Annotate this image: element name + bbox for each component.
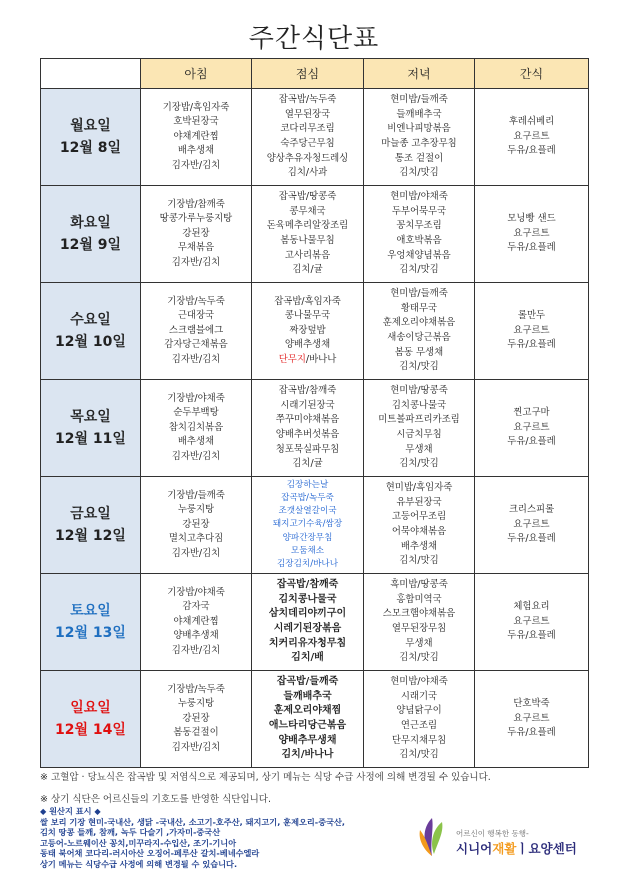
logo-slogan: 어르신이 행복한 동행- (456, 829, 529, 838)
weekday: 금요일 (70, 506, 111, 522)
menu-item: 김자반/김치 (171, 741, 221, 753)
menu-item: 후레쉬베리 (508, 116, 555, 128)
menu-item: 두유/요플레 (507, 533, 556, 545)
day-label (41, 89, 141, 186)
menu-item: 롤만두 (517, 310, 546, 322)
header-breakfast: 아침 (141, 59, 252, 89)
dinner-cell (364, 671, 475, 768)
menu-item: 황태무국 (400, 302, 438, 314)
origin-line: 고등어-노르웨이산 꽁치,미꾸라지-수입산, 조기-기니아 (40, 837, 237, 848)
menu-item: 스모크햄야채볶음 (382, 608, 456, 620)
origin-line: 상기 메뉴는 식당수급 사정에 의해 변경될 수 있습니다. (40, 858, 238, 869)
origin-heading: ◆ 원산지 표시 ◆ (40, 806, 101, 816)
snack-cell (475, 477, 589, 574)
menu-item: 요구르트 (513, 421, 550, 433)
menu-item: 돼지고기수육/쌈장 (272, 519, 343, 530)
day-label (41, 671, 141, 768)
menu-item: 배추생채 (400, 540, 438, 552)
menu-item: 마늘종 고추장무침 (381, 138, 457, 149)
menu-item: 조갯살열갈이국 (278, 506, 337, 517)
menu-item: 양상추유자청드레싱 (266, 152, 349, 164)
menu-item: 비엔나피망볶음 (387, 123, 451, 135)
menu-item: 두유/요플레 (507, 727, 556, 739)
menu-item: 짜장덮밥 (289, 324, 326, 336)
menu-item: 김자반/김치 (171, 353, 221, 365)
menu-item: 김치/귤 (292, 458, 323, 470)
menu-item: 봄동겉절이 (173, 727, 219, 739)
day-row (41, 186, 589, 283)
menu-item: 코다리무조림 (280, 123, 335, 135)
menu-item: 시레기된장볶음 (273, 623, 342, 634)
origin-info (40, 806, 370, 870)
menu-item: 기장밥/야채죽 (167, 586, 225, 598)
day-row (41, 89, 589, 186)
menu-item: 유부된장국 (396, 496, 442, 508)
menu-item: 스크램블에그 (168, 324, 224, 336)
menu-item: 두유/요플레 (507, 436, 556, 448)
menu-item: 김자반/김치 (171, 159, 221, 171)
menu-item: 콩나물무국 (284, 310, 331, 322)
date: 12월 13일 (55, 625, 126, 641)
menu-item: 김자반/김치 (171, 450, 221, 462)
menu-item: 우엉채양념볶음 (387, 249, 451, 261)
day-label (41, 380, 141, 477)
day-row (41, 671, 589, 768)
menu-item: 두유/요플레 (507, 242, 556, 254)
menu-item: 쭈꾸미야채볶음 (275, 414, 340, 426)
header-snack: 간식 (475, 59, 589, 89)
breakfast-cell (141, 186, 252, 283)
menu-item: 애느타리당근볶음 (268, 720, 347, 731)
menu-item: 어묵야채볶음 (391, 526, 447, 537)
menu-item: 치커리유자청무침 (268, 637, 347, 649)
menu-item: 양배추무생채 (278, 734, 337, 746)
menu-item: 시금치무침 (396, 429, 442, 440)
menu-item: 기장밥/녹두죽 (167, 295, 225, 307)
menu-item: 김치/맛김 (399, 361, 439, 373)
menu-item: 요구르트 (513, 227, 550, 239)
menu-item: 잡곡밥/녹두죽 (281, 492, 334, 503)
menu-item: 호박된장국 (173, 116, 219, 128)
weekday: 일요일 (70, 700, 111, 716)
menu-item: 단무지/바나나 (278, 353, 337, 365)
note-preference: ※ 상기 식단은 어르신들의 기호도를 반영한 식단입니다. (40, 794, 271, 805)
menu-item: 두유/요플레 (507, 630, 556, 642)
day-label (41, 477, 141, 574)
weekday: 화요일 (70, 215, 111, 231)
menu-item: 통조 겉절이 (394, 152, 444, 164)
menu-item: 요구르트 (513, 324, 550, 336)
date: 12월 8일 (59, 140, 122, 156)
menu-item: 돈육메추리알장조림 (266, 220, 349, 232)
menu-item: 연근조림 (400, 720, 438, 731)
menu-item: 양배추버섯볶음 (275, 429, 340, 440)
menu-item: 순두부백탕 (173, 407, 219, 419)
menu-item: 강된장 (182, 227, 210, 239)
day-row (41, 380, 589, 477)
menu-item: 훈제오리야채볶음 (382, 317, 456, 329)
menu-item: 고등어무조림 (391, 511, 447, 523)
breakfast-cell (141, 283, 252, 380)
logo-brand: 시니어재활ㅣ요양센터 (456, 841, 577, 856)
menu-item: 기장밥/참깨죽 (167, 198, 225, 210)
menu-item: 들깨배추국 (283, 690, 332, 702)
origin-line: 김치 땅콩 들깨, 참깨, 녹두 다슬기 ,가자미-중국산 (40, 827, 221, 838)
menu-item: 김장김치/바나나 (276, 559, 338, 569)
menu-item: 김치콩나물국 (278, 593, 337, 605)
center-logo (412, 814, 602, 864)
menu-item: 기장밥/흑임자죽 (162, 101, 230, 113)
menu-item: 콩무채국 (289, 205, 326, 217)
menu-item: 잡곡밥/흑임자죽 (274, 295, 341, 307)
day-row (41, 574, 589, 671)
weekday: 토요일 (70, 603, 111, 619)
lunch-cell (252, 671, 364, 768)
menu-item: 현미밥/땅콩죽 (390, 385, 448, 397)
lunch-cell (252, 283, 364, 380)
weekday: 수요일 (70, 312, 111, 328)
menu-item: 현미밥/흑임자죽 (385, 482, 453, 494)
menu-item: 배추생채 (177, 436, 215, 448)
header-corner (41, 59, 141, 89)
menu-item: 숙주당근무침 (280, 138, 335, 149)
menu-item: 찐고구마 (513, 407, 550, 419)
dinner-cell (364, 477, 475, 574)
menu-item: 김치콩나물국 (391, 399, 447, 411)
menu-item: 흑미밥/땅콩죽 (390, 579, 448, 591)
menu-item: 강된장 (182, 518, 210, 530)
dinner-cell (364, 186, 475, 283)
menu-item: 잡곡밥/참깨죽 (276, 579, 339, 591)
menu-item: 기장밥/야채죽 (167, 392, 225, 404)
menu-item: 단호박죽 (513, 698, 550, 710)
lunch-cell (252, 574, 364, 671)
menu-item: 새송이당근볶음 (387, 332, 451, 343)
menu-item: 김치/맛김 (399, 555, 439, 567)
menu-item: 열무된장무침 (391, 623, 447, 634)
menu-item: 멸치고추다짐 (168, 533, 224, 545)
menu-item: 봄동나물무침 (280, 235, 335, 246)
snack-cell (475, 671, 589, 768)
header-dinner: 저녁 (364, 59, 475, 89)
menu-item: 삼치데리야끼구이 (268, 608, 347, 620)
menu-item: 애호박볶음 (396, 235, 442, 246)
weekly-menu-table (40, 58, 589, 768)
menu-item: 배추생채 (177, 145, 215, 157)
dinner-cell (364, 283, 475, 380)
menu-item: 모둠채소 (290, 545, 325, 556)
menu-item: 현미밥/들깨죽 (390, 288, 448, 300)
menu-item: 감자국 (182, 601, 210, 613)
lunch-cell (252, 477, 364, 574)
lunch-cell (252, 89, 364, 186)
breakfast-cell (141, 380, 252, 477)
menu-item: 김치/귤 (292, 264, 323, 276)
menu-item: 현미밥/야채죽 (390, 191, 448, 203)
menu-item: 김자반/김치 (171, 644, 221, 656)
snack-cell (475, 380, 589, 477)
menu-item: 무채볶음 (177, 242, 215, 254)
menu-item: 봄동 무생채 (394, 346, 444, 358)
leaf-logo-icon (412, 814, 452, 860)
menu-item: 김치/맛김 (399, 167, 439, 179)
menu-item: 누룽지탕 (177, 504, 215, 516)
menu-item: 양배추생채 (173, 630, 219, 642)
menu-item: 잡곡밥/참깨죽 (278, 385, 337, 397)
date: 12월 11일 (55, 431, 126, 447)
menu-item: 잡곡밥/들깨죽 (276, 676, 339, 688)
snack-cell (475, 89, 589, 186)
origin-line: 쌀 보리 기장 현미-국내산, 생닭 -국내산, 소고기-호주산, 돼지고기, 훈제오리-중국산, (40, 816, 346, 827)
day-label (41, 186, 141, 283)
menu-item: 양파간장무침 (282, 532, 333, 543)
menu-item: 잡곡밥/땅콩죽 (278, 191, 337, 203)
menu-item: 김치/맛김 (399, 264, 439, 276)
menu-item: 미트볼파프리카조림 (378, 414, 460, 426)
menu-item: 크리스피롤 (508, 504, 555, 516)
menu-item: 두유/요플레 (507, 145, 556, 157)
menu-item: 시래기된장국 (280, 399, 335, 411)
menu-item: 요구르트 (513, 712, 550, 724)
breakfast-cell (141, 89, 252, 186)
menu-item: 요구르트 (513, 615, 550, 627)
menu-item: 참치김치볶음 (168, 421, 224, 433)
weekday: 목요일 (70, 409, 111, 425)
menu-item: 체험요리 (513, 601, 550, 613)
menu-item: 김자반/김치 (171, 547, 221, 559)
date: 12월 14일 (55, 722, 126, 738)
menu-item: 양배추생채 (284, 339, 331, 351)
day-row (41, 477, 589, 574)
menu-item: 김치/사과 (287, 167, 328, 179)
menu-item: 양념닭구이 (396, 705, 442, 717)
menu-item: 홍합미역국 (396, 593, 442, 605)
menu-item: 근대장국 (177, 310, 215, 322)
breakfast-cell (141, 671, 252, 768)
breakfast-cell (141, 574, 252, 671)
menu-item: 땅콩가루누룽지탕 (159, 213, 233, 225)
menu-item: 김치/맛김 (399, 749, 439, 761)
menu-item: 요구르트 (513, 130, 550, 142)
lunch-cell (252, 380, 364, 477)
menu-item: 고사리볶음 (284, 249, 331, 261)
menu-item: 야채계란찜 (173, 615, 219, 627)
menu-item: 두부어묵무국 (391, 205, 447, 217)
menu-item: 무생채 (405, 637, 433, 649)
snack-cell (475, 186, 589, 283)
header-lunch: 점심 (252, 59, 364, 89)
menu-item: 누룽지탕 (177, 698, 215, 710)
snack-cell (475, 283, 589, 380)
note-diet: ※ 고혈압 · 당뇨식은 잡곡밥 및 저염식으로 제공되며, 상기 메뉴는 식당 수급 사정에 의해 변경될 수 있습니다. (40, 772, 491, 783)
menu-item: 김치/바나나 (281, 749, 334, 761)
page-title: 주간식단표 (248, 24, 380, 54)
snack-cell (475, 574, 589, 671)
menu-item: 현미밥/들깨죽 (390, 94, 448, 106)
menu-item: 야채계란찜 (173, 130, 219, 142)
dinner-cell (364, 574, 475, 671)
menu-item: 모닝빵 샌드 (507, 213, 556, 225)
dinner-cell (364, 380, 475, 477)
menu-item: 김장하는날 (286, 479, 329, 490)
date: 12월 9일 (59, 237, 122, 253)
date: 12월 12일 (55, 528, 126, 544)
weekday: 월요일 (70, 118, 111, 134)
menu-item: 두유/요플레 (507, 339, 556, 351)
lunch-cell (252, 186, 364, 283)
menu-item: 단무지채무침 (391, 734, 447, 746)
day-row (41, 283, 589, 380)
menu-item: 현미밥/야채죽 (390, 676, 448, 688)
breakfast-cell (141, 477, 252, 574)
menu-item: 시래기국 (400, 690, 438, 702)
day-label (41, 574, 141, 671)
menu-item: 들깨배추국 (396, 108, 442, 120)
menu-item: 꽁치무조림 (396, 220, 442, 232)
dinner-cell (364, 89, 475, 186)
menu-item: 무생채 (405, 443, 433, 455)
menu-item: 강된장 (182, 712, 210, 724)
day-label (41, 283, 141, 380)
menu-item: 김치/맛김 (399, 458, 439, 470)
menu-item: 훈제오리야채찜 (273, 705, 342, 717)
menu-item: 기장밥/들깨죽 (167, 489, 225, 501)
origin-line: 동태 북어채 코다리-러시아산 오징어-페루산 갈치-베네수엘라 (40, 848, 260, 859)
date: 12월 10일 (55, 334, 126, 350)
menu-item: 김자반/김치 (171, 256, 221, 268)
menu-item: 열무된장국 (284, 108, 331, 120)
menu-item: 김치/맛김 (399, 652, 439, 664)
menu-item: 잡곡밥/녹두죽 (278, 94, 337, 106)
menu-item: 기장밥/녹두죽 (167, 683, 225, 695)
menu-item: 감자당근채볶음 (164, 339, 228, 351)
menu-item: 요구르트 (513, 518, 550, 530)
menu-item: 김치/배 (291, 652, 324, 664)
menu-item: 청포묵실파무침 (275, 443, 340, 455)
